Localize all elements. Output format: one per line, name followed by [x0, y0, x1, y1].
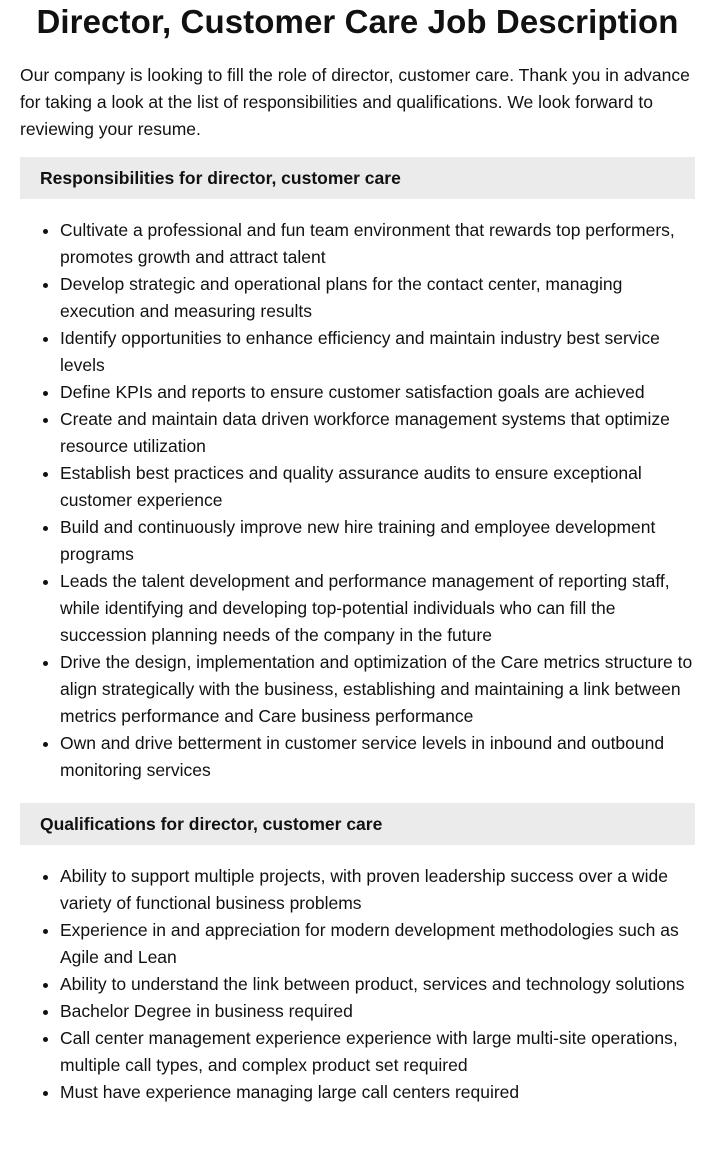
list-item: • Ability to support multiple projects, with proven leadership success over a wide variety of functional business problems	[60, 863, 695, 917]
list-item: • Call center management experience experience with large multi-site operations, multiple call types, and complex product set required	[60, 1025, 695, 1079]
list-item: • Must have experience managing large call centers required	[60, 1079, 695, 1106]
list-item: • Ability to understand the link between product, services and technology solutions	[60, 971, 695, 998]
list-item: • Establish best practices and quality assurance audits to ensure exceptional customer experience	[60, 460, 695, 514]
list-item: • Define KPIs and reports to ensure customer satisfaction goals are achieved	[60, 379, 695, 406]
list-item: • Create and maintain data driven workforce management systems that optimize resource utilization	[60, 406, 695, 460]
list-item: • Experience in and appreciation for modern development methodologies such as Agile and Lean	[60, 917, 695, 971]
qualifications-heading: Qualifications for director, customer care	[20, 803, 695, 845]
list-item: • Own and drive betterment in customer service levels in inbound and outbound monitoring services	[60, 730, 695, 784]
list-item: • Leads the talent development and performance management of reporting staff, while identifying and developing top-potential individuals who can fill the succession planning needs of the company in the future	[60, 568, 695, 649]
list-item: • Drive the design, implementation and optimization of the Care metrics structure to align strategically with the business, establishing and maintaining a link between metrics performance and Care business performance	[60, 649, 695, 730]
list-item: • Develop strategic and operational plans for the contact center, managing execution and measuring results	[60, 271, 695, 325]
list-item: • Bachelor Degree in business required	[60, 998, 695, 1025]
intro-paragraph: Our company is looking to fill the role of director, customer care. Thank you in advance for taking a look at the list of responsibilities and qualifications. We look forward to reviewing your resume.	[20, 65, 690, 139]
list-item: • Build and continuously improve new hire training and employee development programs	[60, 514, 695, 568]
qualifications-list	[20, 863, 695, 1106]
list-item: • Cultivate a professional and fun team environment that rewards top performers, promotes growth and attract talent	[60, 217, 695, 271]
responsibilities-list	[20, 217, 695, 784]
responsibilities-heading: Responsibilities for director, customer care	[20, 157, 695, 199]
list-item: • Identify opportunities to enhance efficiency and maintain industry best service levels	[60, 325, 695, 379]
page-title: Director, Customer Care Job Description	[36, 3, 679, 40]
